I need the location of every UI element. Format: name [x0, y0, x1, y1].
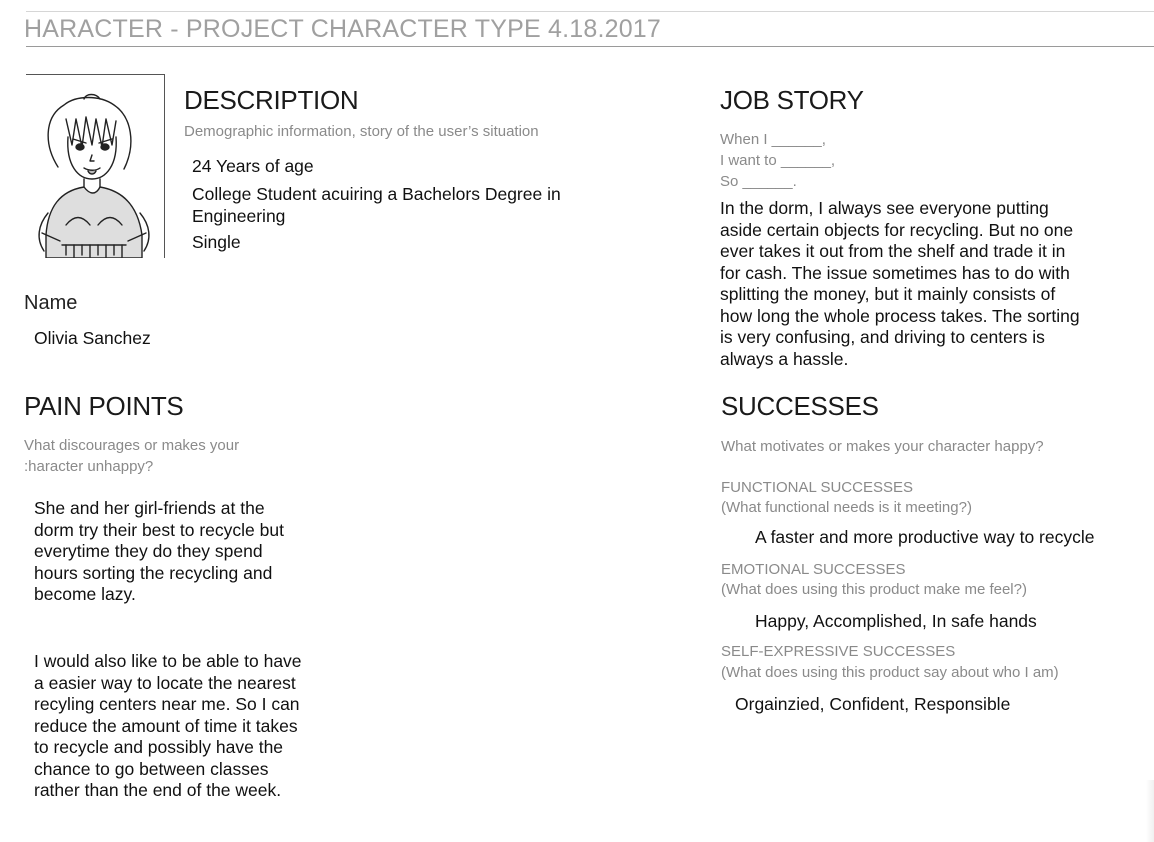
emotional-successes-question: (What does using this product make me feel?) — [721, 581, 1027, 598]
name-label: Name — [24, 292, 78, 314]
description-heading: DESCRIPTION — [184, 85, 359, 115]
pain-points-paragraph-1: She and her girl-friends at the dorm try their best to recycle but everytime they do they spend hours sorting the recycling and become lazy. — [34, 498, 284, 604]
character-portrait — [26, 74, 165, 258]
functional-successes-answer: A faster and more productive way to recycle — [755, 527, 1095, 547]
header-bottom-rule — [26, 46, 1154, 47]
emotional-successes-answer: Happy, Accomplished, In safe hands — [755, 611, 1037, 631]
name-value: Olivia Sanchez — [34, 328, 151, 348]
self-expressive-successes-label: SELF-EXPRESSIVE SUCCESSES — [721, 643, 956, 660]
successes-subtitle: What motivates or makes your character happy? — [721, 438, 1044, 455]
job-story-so: So ______. — [720, 173, 797, 190]
job-story-heading: JOB STORY — [720, 85, 864, 115]
description-education: College Student acuiring a Bachelors Degree in Engineering — [192, 184, 561, 226]
emotional-successes-label: EMOTIONAL SUCCESSES — [721, 561, 906, 578]
pain-points-heading: PAIN POINTS — [24, 391, 184, 421]
self-expressive-successes-question: (What does using this product say about who I am) — [721, 664, 1059, 681]
description-age: 24 Years of age — [192, 156, 314, 176]
successes-heading: SUCCESSES — [721, 391, 879, 421]
description-status: Single — [192, 232, 241, 252]
functional-successes-question: (What functional needs is it meeting?) — [721, 499, 972, 516]
pain-points-subtitle: Vhat discourages or makes your :haracter unhappy? — [24, 437, 240, 475]
job-story-want: I want to ______, — [720, 152, 836, 169]
description-subtitle: Demographic information, story of the user’s situation — [184, 123, 539, 140]
job-story-text: In the dorm, I always see everyone putting aside certain objects for recycling. But no one ever takes it out from the shelf and trade it in for cash. The issue sometimes has to do with splitting the money, but it mainly consists of how long the whole process takes. The sorting is very confusing, and driving to centers is always a hassle. — [720, 198, 1080, 369]
pain-points-paragraph-2: I would also like to be able to have a easier way to locate the nearest recyling centers near me. So I can reduce the amount of time it takes to recycle and possibly have the chance to go between classes rather than the end of the week. — [34, 651, 302, 800]
page-edge-shadow — [1146, 780, 1154, 842]
character-sketch-icon — [26, 75, 164, 258]
functional-successes-label: FUNCTIONAL SUCCESSES — [721, 479, 913, 496]
page-title: HARACTER - PROJECT CHARACTER TYPE 4.18.2017 — [24, 15, 662, 43]
job-story-when: When I ______, — [720, 131, 826, 148]
self-expressive-successes-answer: Orgainzied, Confident, Responsible — [735, 694, 1011, 714]
header-top-rule — [26, 11, 1154, 12]
